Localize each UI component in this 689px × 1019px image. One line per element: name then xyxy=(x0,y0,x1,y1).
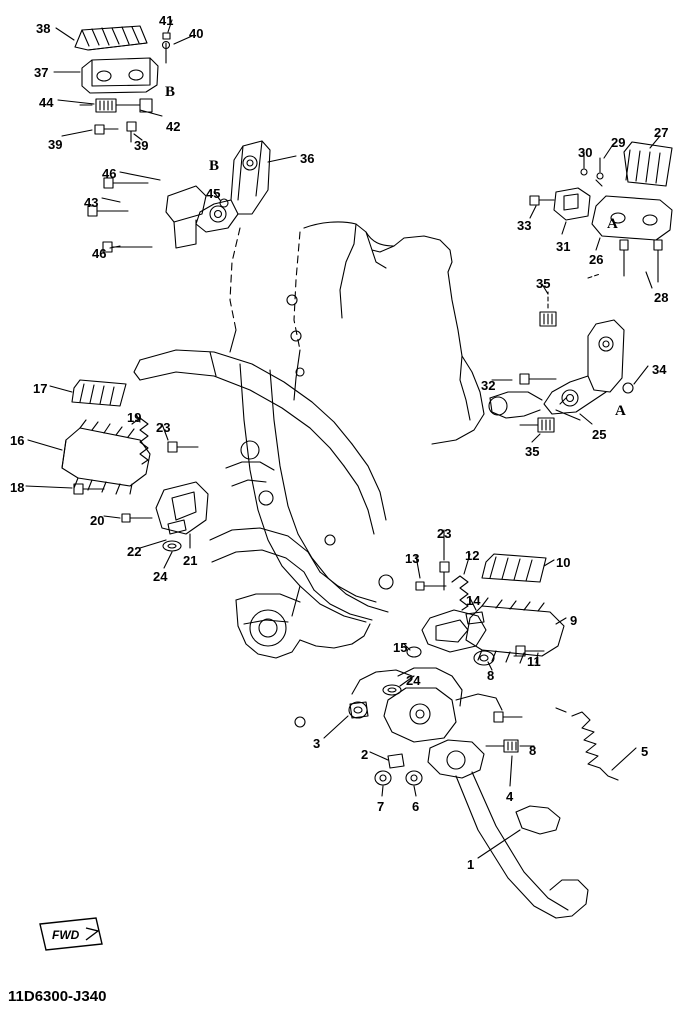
marker-a-upper: A xyxy=(607,216,618,232)
marker-a-lower: A xyxy=(615,403,626,419)
marker-b-lower: B xyxy=(209,158,220,174)
callout-25: 25 xyxy=(592,427,607,442)
callout-37: 37 xyxy=(34,65,49,80)
callout-17: 17 xyxy=(33,381,48,396)
callout-11: 11 xyxy=(527,654,541,669)
callout-13: 13 xyxy=(405,551,420,566)
callout-16: 16 xyxy=(10,433,25,448)
marker-b-upper: B xyxy=(165,84,176,100)
callout-23-a: 23 xyxy=(156,420,171,435)
callout-8-b: 8 xyxy=(529,743,537,758)
callout-46-b: 46 xyxy=(92,246,107,261)
callout-31: 31 xyxy=(556,239,571,254)
callout-41: 41 xyxy=(159,13,174,28)
callout-29: 29 xyxy=(611,135,626,150)
callout-4: 4 xyxy=(506,789,514,804)
callout-30: 30 xyxy=(578,145,593,160)
callout-39-a: 39 xyxy=(48,137,63,152)
callout-10: 10 xyxy=(556,555,571,570)
callout-19: 19 xyxy=(127,410,142,425)
callout-26: 26 xyxy=(589,252,604,267)
callout-32: 32 xyxy=(481,378,496,393)
callout-6: 6 xyxy=(412,799,420,814)
callout-43: 43 xyxy=(84,195,99,210)
callout-15: 15 xyxy=(393,640,408,655)
callout-24-a: 24 xyxy=(153,569,168,584)
diagram-part-number: 11D6300-J340 xyxy=(8,988,107,1005)
fwd-label: FWD xyxy=(52,928,80,942)
callout-38: 38 xyxy=(36,21,51,36)
callout-45: 45 xyxy=(206,186,221,201)
callout-28: 28 xyxy=(654,290,669,305)
callout-39-b: 39 xyxy=(134,138,149,153)
callout-24-b: 24 xyxy=(406,673,421,688)
callout-18: 18 xyxy=(10,480,25,495)
callout-21: 21 xyxy=(183,553,198,568)
callout-23-b: 23 xyxy=(437,526,452,541)
callout-35-a: 35 xyxy=(536,276,551,291)
callout-2: 2 xyxy=(361,747,369,762)
callout-44: 44 xyxy=(39,95,54,110)
callout-20: 20 xyxy=(90,513,105,528)
callout-1: 1 xyxy=(467,857,475,872)
callout-33: 33 xyxy=(517,218,532,233)
callout-35-b: 35 xyxy=(525,444,540,459)
callout-9: 9 xyxy=(570,613,578,628)
callout-5: 5 xyxy=(641,744,649,759)
callout-7: 7 xyxy=(377,799,385,814)
callout-12: 12 xyxy=(465,548,480,563)
callout-14: 14 xyxy=(466,593,481,608)
callout-42: 42 xyxy=(166,119,181,134)
callout-36: 36 xyxy=(300,151,315,166)
callout-22: 22 xyxy=(127,544,142,559)
callout-40: 40 xyxy=(189,26,204,41)
callout-3: 3 xyxy=(313,736,321,751)
callout-46-a: 46 xyxy=(102,166,117,181)
callout-34: 34 xyxy=(652,362,667,377)
callout-8-a: 8 xyxy=(487,668,495,683)
callout-27: 27 xyxy=(654,125,669,140)
